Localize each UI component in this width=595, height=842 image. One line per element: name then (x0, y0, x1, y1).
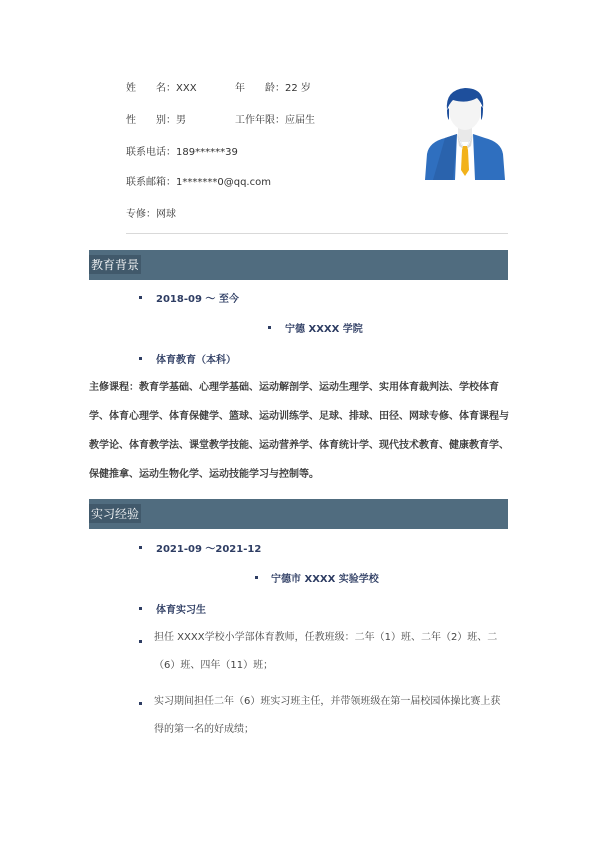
section-header-internship (89, 499, 508, 529)
internship-school: 宁德市 XXXX 实验学校 (271, 574, 379, 585)
avatar (423, 84, 507, 180)
section-title-education: 教育背景 (89, 255, 141, 274)
age-row (235, 79, 311, 94)
internship-duty-1: 担任 XXXX学校小学部体育教师，任教班级：二年（1）班、二年（2）班、二（6）班、四年（11）班； (154, 632, 498, 671)
phone-row (126, 143, 238, 158)
divider (126, 233, 508, 234)
education-major: 体育教育（本科） (156, 355, 236, 366)
email-row (126, 173, 271, 188)
internship-role: 体育实习生 (156, 605, 206, 616)
bullet-icon (139, 546, 142, 549)
education-school: 宁德 XXXX 学院 (285, 324, 363, 335)
name-value: XXX (176, 83, 197, 94)
bullet-icon (139, 296, 142, 299)
bullet-icon (139, 640, 142, 643)
section-title-internship: 实习经验 (89, 504, 141, 523)
age-label: 年 龄： (235, 83, 285, 94)
section-header-education (89, 250, 508, 280)
email-value: 1*******0@qq.com (176, 177, 271, 188)
bullet-icon (255, 576, 258, 579)
internship-duty-2: 实习期间担任二年（6）班实习班主任，并带领班级在第一届校园体操比赛上获得的第一名的好成绩； (154, 696, 501, 735)
major-value: 网球 (156, 209, 176, 220)
phone-value: 189******39 (176, 147, 238, 158)
bullet-icon (268, 326, 271, 329)
gender-row (126, 111, 186, 126)
work-years-row (235, 111, 315, 126)
bullet-icon (139, 702, 142, 705)
gender-label: 性 别： (126, 115, 176, 126)
work-years-value: 应届生 (285, 115, 315, 126)
name-row (126, 79, 197, 94)
education-period: 2018-09 ～ 至今 (156, 294, 239, 305)
major-label: 专修： (126, 209, 156, 220)
gender-value: 男 (176, 115, 186, 126)
work-years-label: 工作年限： (235, 115, 285, 126)
internship-period: 2021-09 ～2021-12 (156, 544, 262, 555)
phone-label: 联系电话： (126, 147, 176, 158)
bullet-icon (139, 607, 142, 610)
email-label: 联系邮箱： (126, 177, 176, 188)
name-label: 姓 名： (126, 83, 176, 94)
bullet-icon (139, 357, 142, 360)
age-value: 22 岁 (285, 83, 311, 94)
major-row (126, 205, 176, 220)
education-courses: 主修课程：教育学基础、心理学基础、运动解剖学、运动生理学、实用体育裁判法、学校体育学、体育心理学、体育保健学、篮球、运动训练学、足球、排球、田径、网球专修、体育课程与教学论、体育教学法、课堂教学技能、运动营养学、体育统计学、现代技术教育、健康教育学、保健推拿、运动生物化学、运动技能学习与控制等。 (89, 382, 509, 480)
